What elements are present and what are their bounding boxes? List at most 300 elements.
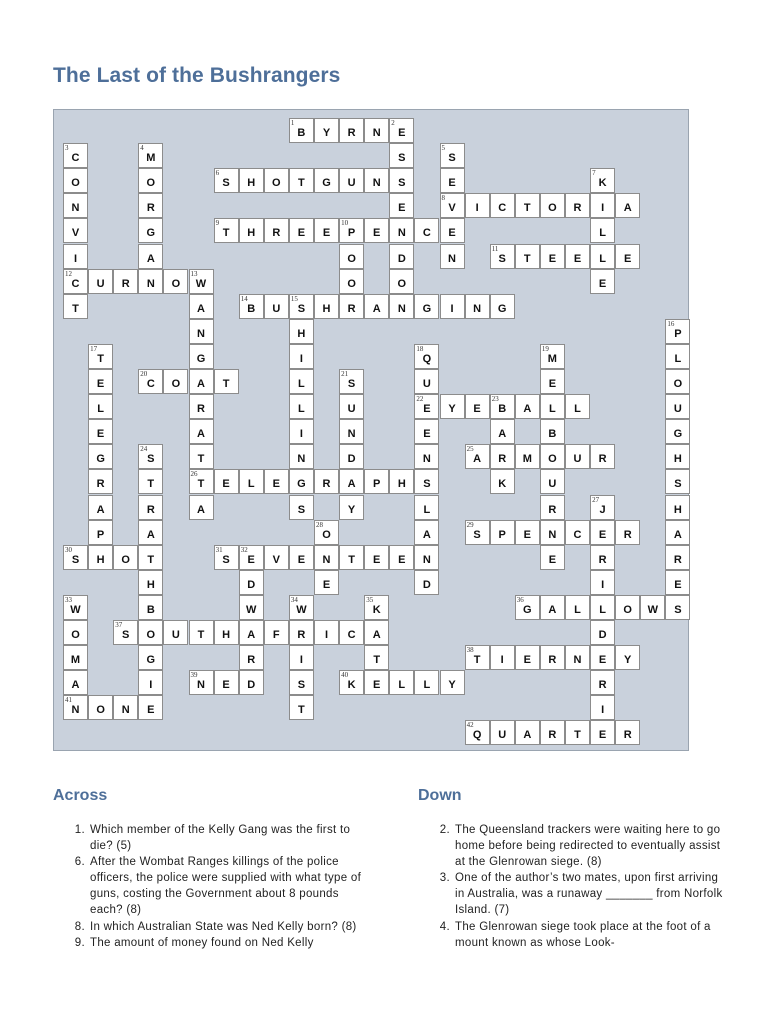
crossword-cell[interactable] — [239, 645, 264, 670]
crossword-cell[interactable] — [490, 469, 515, 494]
crossword-cell[interactable] — [515, 444, 540, 469]
crossword-cell[interactable] — [665, 520, 690, 545]
cell-letter: E — [548, 553, 557, 566]
crossword-cell[interactable] — [88, 444, 113, 469]
crossword-cell[interactable] — [189, 344, 214, 369]
cell-letter: N — [322, 553, 331, 566]
clue-number: 6 — [215, 169, 220, 178]
cell-letter: C — [498, 202, 507, 215]
crossword-cell[interactable] — [189, 670, 214, 695]
crossword-cell[interactable] — [665, 495, 690, 520]
crossword-cell[interactable] — [389, 545, 414, 570]
crossword-cell[interactable] — [389, 670, 414, 695]
crossword-cell[interactable] — [389, 269, 414, 294]
crossword-cell[interactable] — [339, 545, 364, 570]
crossword-cell[interactable] — [414, 344, 439, 369]
crossword-cell[interactable] — [389, 193, 414, 218]
crossword-cell[interactable] — [339, 670, 364, 695]
cell-letter: P — [674, 327, 682, 340]
crossword-cell[interactable] — [239, 168, 264, 193]
crossword-cell[interactable] — [565, 595, 590, 620]
crossword-cell[interactable] — [138, 444, 163, 469]
cell-letter: E — [624, 252, 632, 265]
crossword-cell[interactable] — [189, 269, 214, 294]
crossword-cell[interactable] — [264, 620, 289, 645]
crossword-cell[interactable] — [289, 344, 314, 369]
crossword-cell[interactable] — [515, 595, 540, 620]
crossword-cell[interactable] — [565, 193, 590, 218]
crossword-cell[interactable] — [590, 570, 615, 595]
crossword-cell[interactable] — [264, 294, 289, 319]
cell-letter: G — [523, 603, 532, 616]
crossword-cell[interactable] — [314, 520, 339, 545]
crossword-cell[interactable] — [138, 193, 163, 218]
crossword-cell[interactable] — [63, 143, 88, 168]
crossword-cell[interactable] — [63, 620, 88, 645]
crossword-cell[interactable] — [615, 244, 640, 269]
cell-letter: A — [623, 202, 632, 215]
crossword-cell[interactable] — [314, 469, 339, 494]
cell-letter: S — [222, 553, 230, 566]
crossword-cell[interactable] — [189, 294, 214, 319]
crossword-cell[interactable] — [189, 620, 214, 645]
crossword-cell[interactable] — [214, 469, 239, 494]
clue-item-text: Which member of the Kelly Gang was the first to die? (5) — [90, 824, 351, 853]
crossword-cell[interactable] — [590, 670, 615, 695]
crossword-cell[interactable] — [515, 193, 540, 218]
crossword-cell[interactable] — [364, 620, 389, 645]
cell-letter: U — [347, 177, 356, 190]
crossword-cell[interactable] — [540, 419, 565, 444]
crossword-cell[interactable] — [615, 595, 640, 620]
crossword-cell[interactable] — [540, 469, 565, 494]
crossword-cell[interactable] — [465, 394, 490, 419]
crossword-cell[interactable] — [615, 645, 640, 670]
crossword-cell[interactable] — [540, 193, 565, 218]
crossword-cell[interactable] — [465, 720, 490, 745]
cell-letter: H — [222, 629, 231, 641]
crossword-cell[interactable] — [214, 545, 239, 570]
crossword-cell[interactable] — [239, 595, 264, 620]
crossword-cell[interactable] — [339, 118, 364, 143]
crossword-cell[interactable] — [63, 695, 88, 720]
crossword-cell[interactable] — [590, 244, 615, 269]
crossword-cell[interactable] — [540, 645, 565, 670]
crossword-cell[interactable] — [414, 520, 439, 545]
crossword-cell[interactable] — [138, 244, 163, 269]
crossword-cell[interactable] — [465, 193, 490, 218]
crossword-cell[interactable] — [565, 394, 590, 419]
cell-letter: B — [297, 127, 306, 139]
crossword-cell[interactable] — [88, 394, 113, 419]
crossword-cell[interactable] — [339, 369, 364, 394]
crossword-cell[interactable] — [515, 720, 540, 745]
crossword-cell[interactable] — [640, 595, 665, 620]
crossword-cell[interactable] — [239, 570, 264, 595]
crossword-cell[interactable] — [565, 645, 590, 670]
crossword-cell[interactable] — [189, 495, 214, 520]
crossword-cell[interactable] — [515, 244, 540, 269]
crossword-cell[interactable] — [63, 218, 88, 243]
crossword-cell[interactable] — [138, 620, 163, 645]
cell-letter: D — [598, 629, 607, 641]
crossword-cell[interactable] — [239, 670, 264, 695]
crossword-cell[interactable] — [289, 419, 314, 444]
crossword-cell[interactable] — [189, 419, 214, 444]
crossword-cell[interactable] — [590, 620, 615, 645]
crossword-cell[interactable] — [63, 193, 88, 218]
clue-number: 18 — [416, 344, 424, 353]
crossword-cell[interactable] — [364, 218, 389, 243]
crossword-cell[interactable] — [540, 394, 565, 419]
crossword-cell[interactable] — [414, 394, 439, 419]
cell-letter: G — [497, 302, 507, 315]
crossword-cell[interactable] — [364, 545, 389, 570]
crossword-cell[interactable] — [590, 495, 615, 520]
crossword-cell[interactable] — [314, 570, 339, 595]
cell-letter: E — [297, 553, 306, 566]
crossword-cell[interactable] — [239, 218, 264, 243]
crossword-cell[interactable] — [414, 495, 439, 520]
cell-letter: E — [322, 227, 331, 240]
cell-letter: I — [475, 202, 479, 215]
crossword-cell[interactable] — [138, 469, 163, 494]
cell-letter: Y — [448, 679, 456, 692]
crossword-cell[interactable] — [214, 218, 239, 243]
crossword-cell[interactable] — [490, 244, 515, 269]
crossword-cell[interactable] — [490, 720, 515, 745]
crossword-cell[interactable] — [339, 294, 364, 319]
crossword-cell[interactable] — [540, 545, 565, 570]
crossword-cell[interactable] — [214, 369, 239, 394]
crossword-cell[interactable] — [88, 469, 113, 494]
crossword-cell[interactable] — [214, 670, 239, 695]
crossword-cell[interactable] — [163, 369, 188, 394]
crossword-cell[interactable] — [389, 143, 414, 168]
crossword-cell[interactable] — [615, 193, 640, 218]
clue-item-text: The amount of money found on Ned Kelly — [90, 936, 314, 949]
cell-letter: Q — [472, 729, 482, 742]
crossword-cell[interactable] — [138, 520, 163, 545]
crossword-cell[interactable] — [239, 469, 264, 494]
crossword-cell[interactable] — [63, 545, 88, 570]
crossword-cell[interactable] — [138, 695, 163, 720]
crossword-cell[interactable] — [540, 595, 565, 620]
crossword-cell[interactable] — [339, 444, 364, 469]
cell-letter: E — [322, 578, 331, 591]
crossword-cell[interactable] — [540, 520, 565, 545]
crossword-cell[interactable] — [289, 645, 314, 670]
crossword-cell[interactable] — [590, 269, 615, 294]
crossword-cell[interactable] — [665, 419, 690, 444]
crossword-cell[interactable] — [189, 444, 214, 469]
crossword-cell[interactable] — [665, 394, 690, 419]
crossword-cell[interactable] — [590, 193, 615, 218]
cell-letter: E — [373, 553, 381, 566]
crossword-cell[interactable] — [440, 294, 465, 319]
cell-letter: H — [397, 478, 406, 491]
crossword-cell[interactable] — [515, 394, 540, 419]
crossword-cell[interactable] — [665, 469, 690, 494]
crossword-cell[interactable] — [389, 168, 414, 193]
crossword-cell[interactable] — [364, 168, 389, 193]
crossword-cell[interactable] — [389, 294, 414, 319]
crossword-cell[interactable] — [289, 595, 314, 620]
crossword-cell[interactable] — [88, 520, 113, 545]
crossword-cell[interactable] — [339, 469, 364, 494]
clue-number: 15 — [290, 294, 298, 303]
crossword-cell[interactable] — [88, 269, 113, 294]
crossword-cell[interactable] — [389, 244, 414, 269]
cell-letter: C — [573, 528, 582, 541]
crossword-cell[interactable] — [565, 720, 590, 745]
crossword-cell[interactable] — [289, 670, 314, 695]
crossword-cell[interactable] — [414, 469, 439, 494]
crossword-cell[interactable] — [440, 218, 465, 243]
crossword-cell[interactable] — [214, 620, 239, 645]
cell-letter: L — [423, 503, 431, 516]
crossword-cell[interactable] — [540, 344, 565, 369]
crossword-cell[interactable] — [289, 168, 314, 193]
crossword-cell[interactable] — [264, 545, 289, 570]
cell-letter: L — [97, 403, 104, 416]
cell-letter: U — [96, 277, 105, 290]
crossword-cell[interactable] — [414, 670, 439, 695]
crossword-cell[interactable] — [490, 419, 515, 444]
crossword-cell[interactable] — [440, 670, 465, 695]
crossword-cell[interactable] — [490, 294, 515, 319]
cell-letter: N — [397, 302, 406, 315]
crossword-cell[interactable] — [339, 269, 364, 294]
crossword-cell[interactable] — [314, 620, 339, 645]
crossword-cell[interactable] — [189, 319, 214, 344]
crossword-cell[interactable] — [289, 495, 314, 520]
crossword-cell[interactable] — [490, 444, 515, 469]
crossword-cell[interactable] — [590, 444, 615, 469]
crossword-cell[interactable] — [289, 444, 314, 469]
crossword-cell[interactable] — [364, 670, 389, 695]
crossword-cell[interactable] — [540, 720, 565, 745]
crossword-cell[interactable] — [414, 218, 439, 243]
crossword-cell[interactable] — [440, 394, 465, 419]
crossword-cell[interactable] — [414, 570, 439, 595]
crossword-cell[interactable] — [138, 495, 163, 520]
crossword-cell[interactable] — [590, 218, 615, 243]
crossword-cell[interactable] — [540, 495, 565, 520]
crossword-cell[interactable] — [465, 444, 490, 469]
crossword-cell[interactable] — [389, 469, 414, 494]
crossword-cell[interactable] — [364, 595, 389, 620]
crossword-cell[interactable] — [615, 720, 640, 745]
cell-letter: G — [146, 654, 156, 667]
clue-number: 7 — [592, 169, 596, 178]
crossword-cell[interactable] — [414, 294, 439, 319]
crossword-cell[interactable] — [414, 545, 439, 570]
crossword-cell[interactable] — [138, 218, 163, 243]
crossword-cell[interactable] — [88, 369, 113, 394]
crossword-cell[interactable] — [414, 369, 439, 394]
crossword-cell[interactable] — [63, 294, 88, 319]
crossword-cell[interactable] — [163, 269, 188, 294]
crossword-cell[interactable] — [665, 570, 690, 595]
crossword-cell[interactable] — [339, 394, 364, 419]
crossword-cell[interactable] — [339, 168, 364, 193]
crossword-cell[interactable] — [665, 369, 690, 394]
crossword-cell[interactable] — [63, 269, 88, 294]
crossword-cell[interactable] — [440, 244, 465, 269]
crossword-cell[interactable] — [490, 394, 515, 419]
crossword-cell[interactable] — [364, 645, 389, 670]
crossword-cell[interactable] — [163, 620, 188, 645]
crossword-cell[interactable] — [63, 670, 88, 695]
crossword-cell[interactable] — [289, 695, 314, 720]
crossword-cell[interactable] — [515, 520, 540, 545]
crossword-cell[interactable] — [138, 369, 163, 394]
crossword-cell[interactable] — [590, 520, 615, 545]
crossword-cell[interactable] — [615, 520, 640, 545]
crossword-cell[interactable] — [189, 394, 214, 419]
crossword-cell[interactable] — [465, 645, 490, 670]
crossword-cell[interactable] — [88, 545, 113, 570]
cell-letter: C — [146, 378, 155, 390]
crossword-cell[interactable] — [239, 620, 264, 645]
crossword-cell[interactable] — [565, 244, 590, 269]
crossword-cell[interactable] — [565, 444, 590, 469]
crossword-cell[interactable] — [214, 168, 239, 193]
crossword-cell[interactable] — [339, 244, 364, 269]
crossword-cell[interactable] — [113, 620, 138, 645]
cell-letter: C — [347, 629, 356, 641]
crossword-cell[interactable] — [590, 168, 615, 193]
crossword-cell[interactable] — [440, 168, 465, 193]
cell-letter: E — [523, 528, 531, 541]
clue-item-text: One of the author’s two mates, upon first arriving in Australia, was a runaway _______ from Norfolk Island. (7) — [455, 872, 723, 917]
cell-letter: E — [548, 378, 557, 390]
crossword-cell[interactable] — [289, 394, 314, 419]
crossword-cell[interactable] — [364, 469, 389, 494]
crossword-cell[interactable] — [138, 545, 163, 570]
crossword-cell[interactable] — [314, 218, 339, 243]
crossword-cell[interactable] — [339, 419, 364, 444]
crossword-cell[interactable] — [138, 595, 163, 620]
crossword-cell[interactable] — [540, 244, 565, 269]
crossword-cell[interactable] — [63, 645, 88, 670]
crossword-cell[interactable] — [515, 645, 540, 670]
cell-letter: K — [598, 177, 607, 190]
crossword-cell[interactable] — [189, 369, 214, 394]
cell-letter: E — [573, 252, 582, 265]
crossword-cell[interactable] — [490, 645, 515, 670]
crossword-cell[interactable] — [113, 269, 138, 294]
crossword-cell[interactable] — [339, 495, 364, 520]
crossword-cell[interactable] — [339, 620, 364, 645]
crossword-cell[interactable] — [465, 294, 490, 319]
crossword-cell[interactable] — [289, 294, 314, 319]
crossword-cell[interactable] — [540, 444, 565, 469]
cell-letter: E — [96, 428, 105, 441]
crossword-cell[interactable] — [540, 369, 565, 394]
crossword-cell[interactable] — [665, 344, 690, 369]
crossword-cell[interactable] — [289, 469, 314, 494]
crossword-cell[interactable] — [113, 545, 138, 570]
crossword-cell[interactable] — [314, 294, 339, 319]
crossword-cell[interactable] — [289, 218, 314, 243]
crossword-cell[interactable] — [465, 520, 490, 545]
crossword-cell[interactable] — [490, 193, 515, 218]
crossword-cell[interactable] — [389, 218, 414, 243]
crossword-cell[interactable] — [289, 620, 314, 645]
crossword-cell[interactable] — [389, 118, 414, 143]
crossword-cell[interactable] — [665, 319, 690, 344]
crossword-cell[interactable] — [63, 595, 88, 620]
crossword-cell[interactable] — [665, 545, 690, 570]
crossword-cell[interactable] — [440, 193, 465, 218]
crossword-cell[interactable] — [565, 520, 590, 545]
crossword-cell[interactable] — [590, 645, 615, 670]
crossword-cell[interactable] — [189, 469, 214, 494]
crossword-cell[interactable] — [138, 143, 163, 168]
crossword-cell[interactable] — [88, 495, 113, 520]
crossword-cell[interactable] — [440, 143, 465, 168]
clue-number: 17 — [90, 344, 98, 353]
cell-letter: L — [574, 403, 581, 416]
crossword-cell[interactable] — [138, 269, 163, 294]
crossword-cell[interactable] — [138, 168, 163, 193]
crossword-cell[interactable] — [63, 244, 88, 269]
crossword-cell[interactable] — [364, 118, 389, 143]
crossword-cell[interactable] — [264, 469, 289, 494]
crossword-cell[interactable] — [88, 344, 113, 369]
crossword-cell[interactable] — [239, 294, 264, 319]
cell-letter: L — [398, 679, 406, 692]
crossword-cell[interactable] — [314, 118, 339, 143]
crossword-cell[interactable] — [289, 369, 314, 394]
crossword-cell[interactable] — [264, 218, 289, 243]
crossword-cell[interactable] — [264, 168, 289, 193]
crossword-cell[interactable] — [88, 419, 113, 444]
crossword-cell[interactable] — [314, 545, 339, 570]
crossword-cell[interactable] — [364, 294, 389, 319]
cell-letter: R — [146, 503, 155, 516]
crossword-cell[interactable] — [590, 695, 615, 720]
crossword-cell[interactable] — [590, 720, 615, 745]
crossword-cell[interactable] — [138, 670, 163, 695]
crossword-cell[interactable] — [665, 595, 690, 620]
crossword-cell[interactable] — [590, 595, 615, 620]
crossword-cell[interactable] — [138, 570, 163, 595]
cell-letter: S — [297, 302, 306, 315]
crossword-cell[interactable] — [289, 545, 314, 570]
crossword-cell[interactable] — [339, 218, 364, 243]
cell-letter: K — [498, 478, 507, 491]
crossword-cell[interactable] — [289, 118, 314, 143]
crossword-cell[interactable] — [414, 419, 439, 444]
crossword-cell[interactable] — [113, 695, 138, 720]
crossword-cell[interactable] — [414, 444, 439, 469]
cell-letter: R — [322, 478, 331, 491]
crossword-cell[interactable] — [665, 444, 690, 469]
crossword-cell[interactable] — [490, 520, 515, 545]
crossword-cell[interactable] — [63, 168, 88, 193]
clue-number: 40 — [341, 671, 349, 680]
crossword-cell[interactable] — [314, 168, 339, 193]
crossword-cell[interactable] — [239, 545, 264, 570]
cell-letter: E — [96, 378, 105, 390]
crossword-cell[interactable] — [289, 319, 314, 344]
crossword-cell[interactable] — [590, 545, 615, 570]
crossword-cell[interactable] — [138, 645, 163, 670]
crossword-cell[interactable] — [88, 695, 113, 720]
